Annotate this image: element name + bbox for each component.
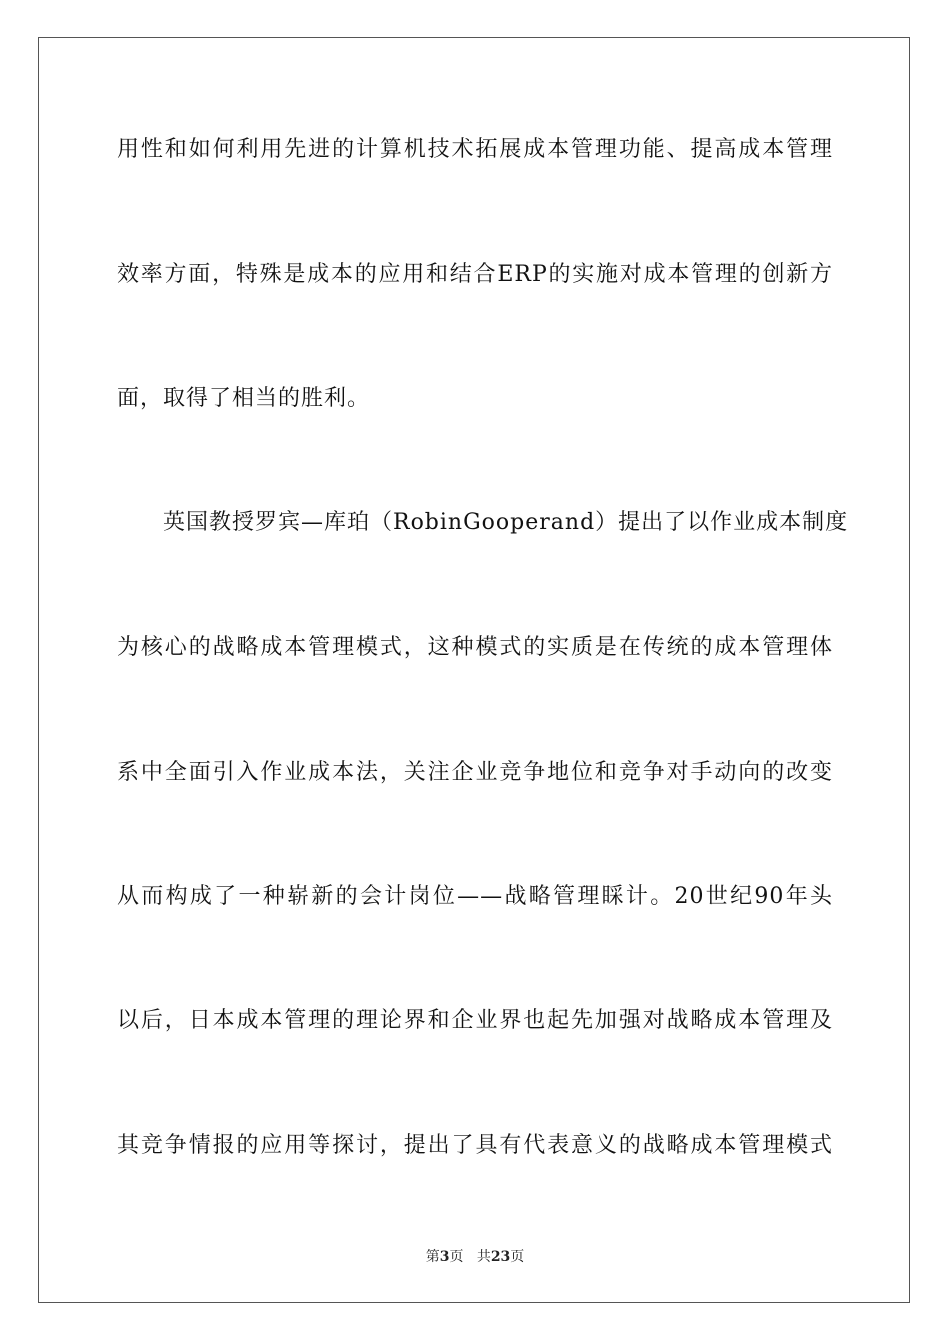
text-line: 为核心的战略成本管理模式，这种模式的实质是在传统的成本管理体 [117,635,833,660]
text-line: 系中全面引入作业成本法，关注企业竞争地位和竞争对手动向的改变 [117,760,833,785]
total-suffix: 页 [510,1249,525,1265]
page-border [38,37,910,1303]
page-suffix: 页 [449,1249,464,1265]
page-prefix: 第 [425,1249,440,1265]
text-line: 从而构成了一种崭新的会计岗位——战略管理睬计。20世纪90年头 [117,884,833,909]
text-line: 以后，日本成本管理的理论界和企业界也起先加强对战略成本管理及 [117,1008,833,1033]
text-line: 面，取得了相当的胜利。 [117,386,371,411]
total-pages: 23 [490,1249,511,1265]
paragraph-first-line: 英国教授罗宾—库珀（RobinGooperand）提出了以作业成本制度 [163,510,849,535]
text-line: 其竞争情报的应用等探讨，提出了具有代表意义的战略成本管理模式 [117,1133,833,1158]
page-footer [0,1248,950,1266]
text-line: 用性和如何利用先进的计算机技术拓展成本管理功能、提高成本管理 [117,137,833,162]
page-number: 3 [439,1249,450,1265]
total-prefix: 共 [476,1249,491,1265]
text-line: 效率方面，特殊是成本的应用和结合ERP的实施对成本管理的创新方 [117,262,833,287]
